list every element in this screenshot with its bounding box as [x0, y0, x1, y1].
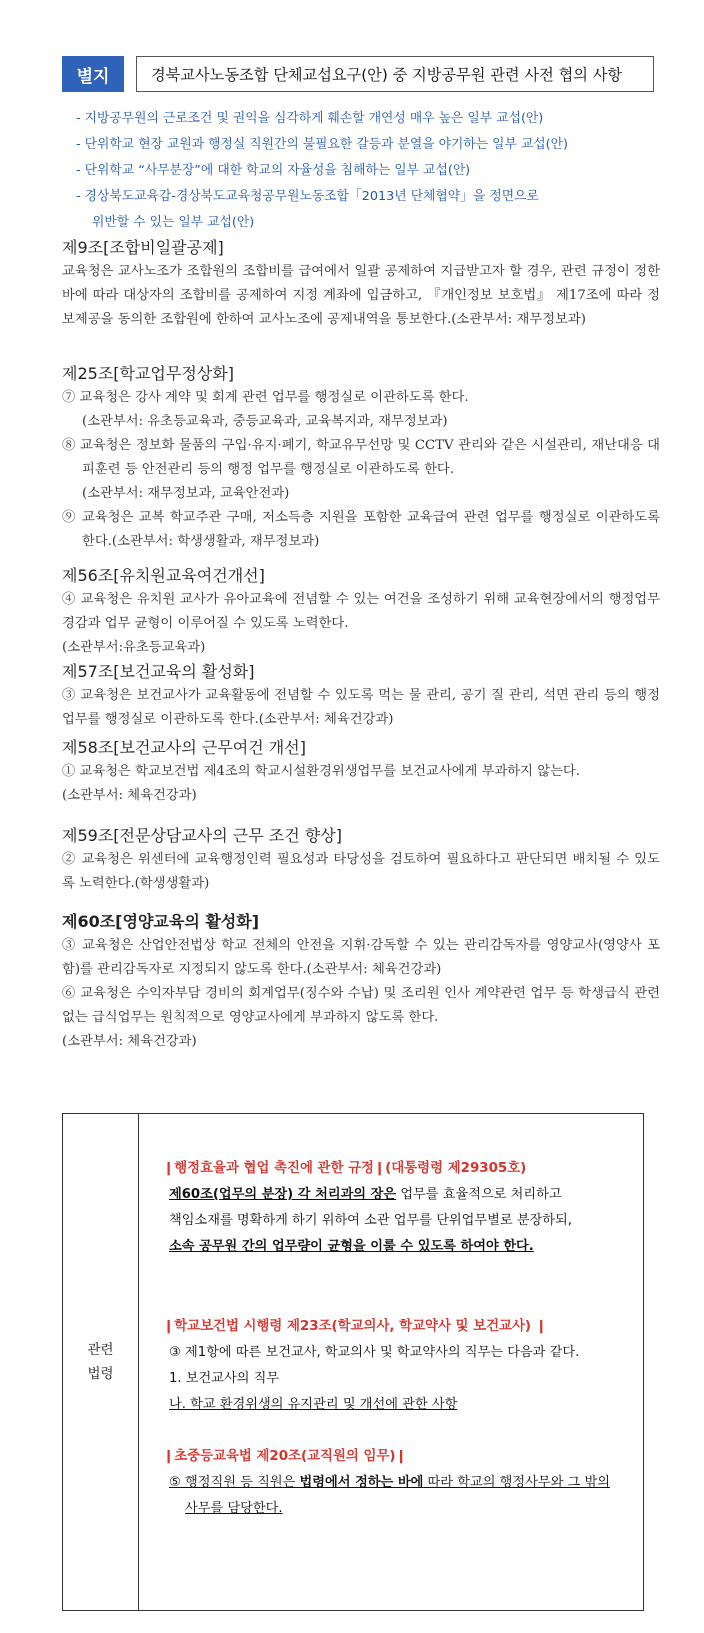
law-line: ⑤ 행정직원 등 직원은 법령에서 정하는 바에 따라 학교의 행정사무와 그 밖의 — [169, 1475, 610, 1490]
responsible-dept: (소관부서: 유초등교육과, 중등교육과, 교육복지과, 재무정보과) — [82, 414, 448, 429]
law-excerpt-education-act — [163, 1444, 635, 1522]
law-heading: ❙학교보건법 시행령 제23조(학교의사, 학교약사 및 보건교사) ❙ — [163, 1319, 547, 1334]
article-paragraph: ② 교육청은 위센터에 교육행정인력 필요성과 타당성을 검토하여 필요하다고 판단되면 배치될 수 있도록 노력한다.(학생생활과) — [62, 852, 660, 891]
responsible-dept: (소관부서:유초등교육과) — [62, 640, 206, 655]
summary-bullet: - 지방공무원의 근로조건 및 권익을 심각하게 훼손할 개연성 매우 높은 일부 교섭(안) — [76, 111, 544, 126]
article-58 — [62, 738, 660, 808]
article-59 — [62, 826, 660, 896]
summary-bullet: - 단위학교 현장 교원과 행정실 직원간의 불필요한 갈등과 분열을 야기하는 일부 교섭(안) — [76, 137, 569, 152]
related-laws-box — [62, 1113, 644, 1611]
attachment-badge: 별지 — [62, 56, 124, 92]
page-title: 경북교사노동조합 단체교섭요구(안) 중 지방공무원 관련 사전 협의 사항 — [136, 56, 654, 92]
law-excerpt-admin-efficiency — [163, 1156, 635, 1260]
responsible-dept: (소관부서: 체육건강과) — [62, 1034, 197, 1049]
responsible-dept: (소관부서: 체육건강과) — [62, 788, 197, 803]
law-line: 제60조(업무의 분장) 각 처리과의 장은 업무를 효율적으로 처리하고 — [169, 1187, 562, 1202]
article-title: 제25조[학교업무정상화] — [62, 364, 234, 383]
article-paragraph: ⑧ 교육청은 정보화 물품의 구입·유지·폐기, 학교유무선망 및 CCTV 관리와 같은 시설관리, 재난대응 대피훈련 등 안전관리 등의 행정 업무를 행정실로 이관하도록 한다. — [62, 438, 660, 477]
article-paragraph: ③ 교육청은 산업안전법상 학교 전체의 안전을 지휘·감독할 수 있는 관리감독자를 영양교사(영양사 포함)를 관리감독자로 지정되지 않도록 한다.(소관부서: 체육건강과) — [62, 938, 660, 977]
summary-bullet: - 경상북도교육감-경상북도교육청공무원노동조합「2013년 단체협약」을 정면으로 — [76, 189, 539, 204]
article-paragraph: ③ 교육청은 보건교사가 교육활동에 전념할 수 있도록 먹는 물 관리, 공기 질 관리, 석면 관리 등의 행정 업무를 행정실로 이관하도록 한다.(소관부서: 체육건강과) — [62, 688, 660, 727]
law-line: 나. 학교 환경위생의 유지관리 및 개선에 관한 사항 — [169, 1397, 458, 1412]
law-heading: ❙초중등교육법 제20조(교직원의 임무)❙ — [163, 1449, 407, 1464]
responsible-dept: (소관부서: 재무정보과, 교육안전과) — [82, 486, 290, 501]
article-title: 제57조[보건교육의 활성화] — [62, 662, 255, 681]
article-paragraph: ④ 교육청은 유치원 교사가 유아교육에 전념할 수 있는 여건을 조성하기 위해 교육현장에서의 행정업무 경감과 업무 균형이 이루어질 수 있도록 노력한다. — [62, 592, 660, 631]
article-57 — [62, 662, 660, 732]
article-title: 제9조[조합비일괄공제] — [62, 238, 224, 257]
article-title: 제58조[보건교사의 근무여건 개선] — [62, 738, 306, 757]
law-line: ③ 제1항에 따른 보건교사, 학교의사 및 학교약사의 직무는 다음과 같다. — [169, 1345, 580, 1360]
related-laws-label: 관련 법령 — [87, 1342, 114, 1382]
page-header — [62, 56, 654, 92]
article-paragraph: ⑨ 교육청은 교복 학교주관 구매, 저소득층 지원을 포함한 교육급여 관련 업무를 행정실로 이관하도록 한다.(소관부서: 학생생활과, 재무정보과) — [62, 510, 660, 549]
article-title: 제56조[유치원교육여건개선] — [62, 566, 265, 585]
article-9 — [62, 238, 660, 332]
related-laws-content — [139, 1114, 643, 1610]
law-heading: ❙행정효율과 협업 촉진에 관한 규정❙(대통령령 제29305호) — [163, 1161, 527, 1176]
article-paragraph: ① 교육청은 학교보건법 제4조의 학교시설환경위생업무를 보건교사에게 부과하지 않는다. — [62, 764, 580, 779]
law-excerpt-school-health — [163, 1314, 635, 1418]
law-line: 1. 보건교사의 직무 — [169, 1371, 280, 1386]
article-60 — [62, 912, 660, 1054]
summary-bullet-continuation: 위반할 수 있는 일부 교섭(안) — [92, 215, 255, 230]
law-line: 소속 공무원 간의 업무량이 균형을 이룰 수 있도록 하여야 한다. — [169, 1239, 534, 1254]
article-title: 제60조[영양교육의 활성화] — [62, 912, 260, 931]
related-laws-label-cell — [63, 1114, 139, 1610]
article-title: 제59조[전문상담교사의 근무 조건 향상] — [62, 826, 342, 845]
article-25 — [62, 364, 660, 554]
article-56 — [62, 566, 660, 660]
article-paragraph: ⑥ 교육청은 수익자부담 경비의 회계업무(징수와 수납) 및 조리원 인사 계약관련 업무 등 학생급식 관련 없는 급식업무는 원칙적으로 영양교사에게 부과하지 않도록 한다. — [62, 986, 660, 1025]
summary-bullet-list — [76, 106, 676, 236]
article-paragraph: ⑦ 교육청은 강사 계약 및 회계 관련 업무를 행정실로 이관하도록 한다. — [62, 390, 469, 405]
law-line: 책임소재를 명확하게 하기 위하여 소관 업무를 단위업무별로 분장하되, — [169, 1213, 572, 1228]
summary-bullet: - 단위학교 “사무분장”에 대한 학교의 자율성을 침해하는 일부 교섭(안) — [76, 163, 471, 178]
law-line: 사무를 담당한다. — [185, 1501, 283, 1516]
article-paragraph: 교육청은 교사노조가 조합원의 조합비를 급여에서 일괄 공제하여 지급받고자 할 경우, 관련 규정이 정한 바에 따라 대상자의 조합비를 공제하여 지정 계좌에 입금하고, 『개인정보 보호법』 제17조에 따라 정보제공을 동의한 조합원에 한하여 교사노조에 공제내역을 통보한다.(소관부서: 재무정보과) — [62, 264, 660, 327]
